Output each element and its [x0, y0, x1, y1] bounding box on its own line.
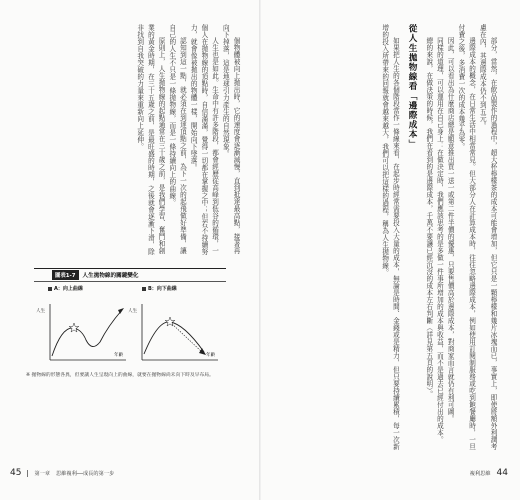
left-paragraph-3: 認知到這一點，就必須在到達頂點之前，為下一次的起飛做好準備，讓自己的人生不只是一條拋物線，而是一條持續向上的曲線。: [167, 24, 187, 255]
gutter: [259, 0, 261, 500]
footer-divider: [27, 470, 28, 477]
left-page: [0, 0, 259, 500]
left-footer: [10, 468, 114, 478]
panel-a-x-label: 年齡: [114, 353, 124, 358]
figure-diagram: [34, 268, 226, 366]
left-paragraph-2: 人生也是如此。生命中有許多階段，都會經歷從高峰到低谷的循環，一個人在拋物線的頂點時，自信滿滿，覺得一切都在掌握之中；但若不持續努力，就會像被拋出的物體一樣，開始向下墜落。: [189, 24, 219, 255]
figure-1-7: [34, 268, 226, 366]
right-page: [261, 0, 520, 500]
right-paragraph-1: 部分，當然，在飲品製作的過程中，超大杯檸檬茶的成本可能會增加，但它只是一顆檸檬和幾片冰塊而已，事實上，即使將額外利潤考慮在內，其邊際成本仍不到五元。: [478, 24, 497, 451]
left-footer-chapter: 第一章: [34, 470, 51, 477]
left-page-body: [27, 24, 241, 256]
panel-a-label: A：向上曲線: [48, 285, 83, 292]
left-paragraph-1: 個物體被向上拋出時，它的速度會逐漸減慢，直到抵達最高點，接著再向下掉落，這是地球引力產生的自然現象。: [221, 24, 240, 255]
panel-a-star-icon: [69, 323, 79, 332]
figure-caption: ※ 拋物線的形態各異，但要讓人生呈現向上的曲線，就要在拋物線尚未向下時及早布局。: [26, 373, 214, 378]
panel-b-curve: [144, 322, 204, 354]
panel-a-y-label: 人生: [36, 309, 46, 314]
figure-number: 圖表1-7: [52, 270, 79, 280]
panel-b-arrowhead: [199, 348, 206, 355]
right-footer: [470, 468, 508, 478]
right-footer-label: 複利思維: [469, 470, 491, 477]
right-paragraph-3: 因此，可以看出為什麼商店總是願意推出買一送一或第二件半價的優惠，只要售價高於邊際成本，對商家而言就仍有利可圖。: [446, 37, 455, 423]
right-paragraph-6: 如果把人生的各個階段當作一條線來看，在起步時經常需要投入大量的成本，無論是時間、金錢或是精力，但只要持續累積，每一次新增的投入所帶來的回報就會越來越大，我們可以把這樣的過程，稱為人生拋物線。: [380, 24, 400, 451]
panel-b-dashed-line: [170, 322, 202, 352]
right-page-body: [280, 24, 498, 456]
right-paragraph-5: 總的來說，在做決策的時候，我們在看到的是邊際成本，千萬不要讓已經沉沒的成本左右判斷（詳見第五頁的說明）。: [424, 37, 433, 398]
left-paragraph-4: 原則上，人生拋物線的起點通常在三十歲之前，是我們學習、奮鬥和創業的黃金時期，在三十五歲之前，是最旺盛的時期，之後就會逐漸下滑，除非找到自我突破的力量來重新向上延伸。: [135, 24, 166, 255]
panel-a-curve: [52, 310, 122, 356]
right-paragraph-2: 邊際成本的概念，在日常生活中相當常見。但大部分人在計算成本時，往往忽略邊際成本，例如使用訂閱制服務或吃到飽餐廳時，一旦付費之後，多消費一次的成本幾乎為零。: [456, 24, 476, 451]
panel-b-y-label: 人生: [128, 309, 138, 314]
panel-b-star-icon: [165, 317, 175, 326]
figure-title: 人生拋物線的關鍵變化: [82, 273, 139, 279]
panel-b-x-label: 年齡: [206, 353, 216, 358]
section-heading: 從人生拋物線看「邊際成本」: [407, 24, 418, 149]
right-page-number: 44: [496, 468, 508, 478]
left-page-number: 45: [10, 468, 22, 478]
panel-b-label: B：向下曲線: [142, 285, 177, 292]
left-footer-label: 思維複利──成長的第一步: [56, 470, 115, 477]
right-paragraph-4: 同樣的道理，可以運用在自己身上：在做決定時，我們應該思考的是多做一件事所增加的成本與收益，而不是過去已經付出的成本。: [435, 37, 444, 444]
